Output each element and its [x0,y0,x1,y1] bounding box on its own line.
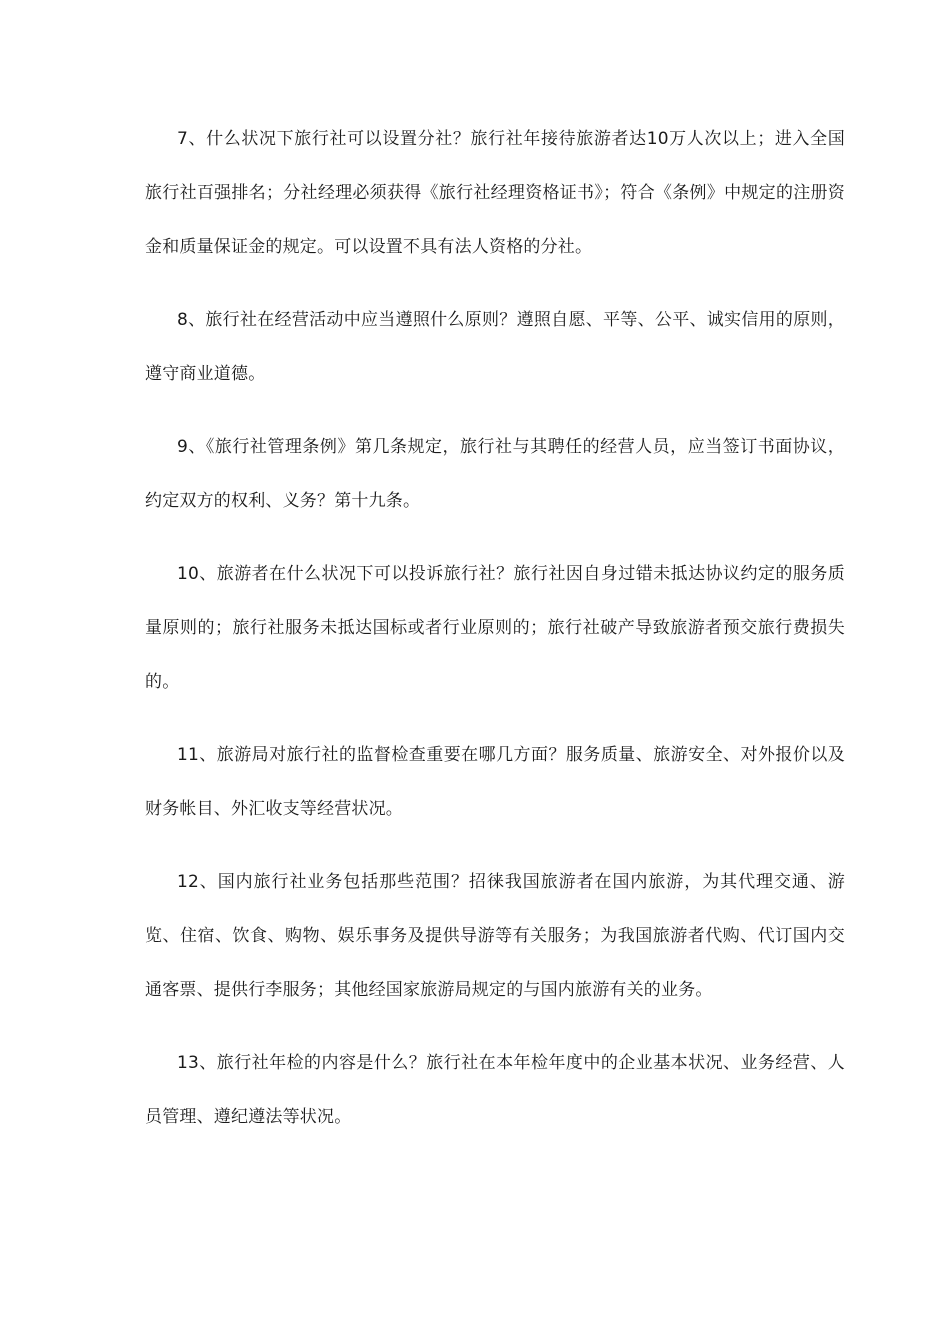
paragraph-q10: 10、旅游者在什么状况下可以投诉旅行社？旅行社因自身过错未抵达协议约定的服务质量原则的；旅行社服务未抵达国标或者行业原则的；旅行社破产导致旅游者预交旅行费损失的。 [145,564,845,692]
paragraph-q12: 12、国内旅行社业务包括那些范围？招徕我国旅游者在国内旅游，为其代理交通、游览、住宿、饮食、购物、娱乐事务及提供导游等有关服务；为我国旅游者代购、代订国内交通客票、提供行李服务；其他经国家旅游局规定的与国内旅游有关的业务。 [145,872,845,1000]
paragraph-q11: 11、旅游局对旅行社的监督检查重要在哪几方面？服务质量、旅游安全、对外报价以及财务帐目、外汇收支等经营状况。 [145,745,845,819]
paragraph-q8: 8、旅行社在经营活动中应当遵照什么原则？遵照自愿、平等、公平、诚实信用的原则，遵守商业道德。 [145,310,845,384]
paragraph-q9: 9、《旅行社管理条例》第几条规定，旅行社与其聘任的经营人员，应当签订书面协议，约定双方的权利、义务？第十九条。 [145,437,845,511]
paragraph-q13: 13、旅行社年检的内容是什么？旅行社在本年检年度中的企业基本状况、业务经营、人员管理、遵纪遵法等状况。 [145,1053,845,1127]
document-body [145,112,845,1144]
paragraph-q7: 7、什么状况下旅行社可以设置分社？旅行社年接待旅游者达10万人次以上；进入全国旅行社百强排名；分社经理必须获得《旅行社经理资格证书》；符合《条例》中规定的注册资金和质量保证金的规定。可以设置不具有法人资格的分社。 [145,129,845,257]
